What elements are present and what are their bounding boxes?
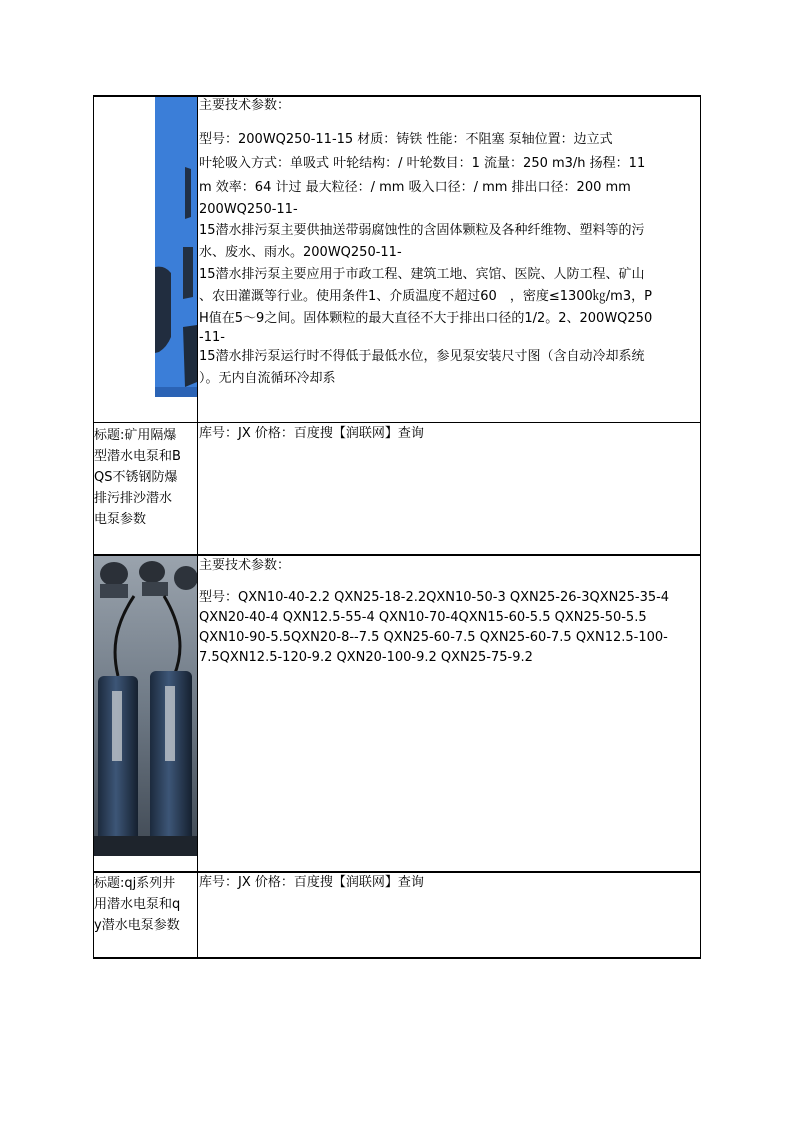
pump-image	[94, 556, 197, 856]
row-divider	[93, 422, 701, 423]
row3-params	[199, 556, 699, 668]
params-heading: 主要技术参数：	[199, 98, 291, 113]
table-border-right	[700, 95, 701, 959]
param-line: 、农田灌溉等行业。使用条件1、介质温度不超过60 ，密度≤1300㎏/m3，P	[199, 289, 652, 304]
param-line: 水、废水、雨水。200WQ250-11-	[199, 245, 402, 260]
title-line: 电泵参数	[94, 512, 147, 527]
param-line: m 效率：64 计过 最大粒径：/ mm 吸入口径：/ mm 排出口径：200 mm	[199, 180, 631, 195]
param-line: 型号：200WQ250-11-15 材质：铸铁 性能：不阻塞 泵轴位置：边立式	[199, 132, 613, 147]
param-line: 200WQ250-11-	[199, 202, 298, 217]
title-line: 用潜水电泵和q	[94, 897, 181, 912]
row1-params	[199, 96, 699, 390]
model-line: 型号：QXN10-40-2.2 QXN25-18-2.2QXN10-50-3 QXN25-26-3QXN25-35-4	[199, 590, 670, 605]
pump-illustration	[155, 97, 197, 397]
pump-image	[155, 97, 197, 397]
title-line: 标题:qj系列井	[94, 876, 176, 891]
pumps-illustration	[94, 556, 197, 856]
model-line: QXN10-90-5.5QXN20-8--7.5 QXN25-60-7.5 QXN25-60-7.5 QXN12.5-100-	[199, 630, 668, 645]
model-line: 7.5QXN12.5-120-9.2 QXN20-100-9.2 QXN25-75-9.2	[199, 650, 533, 665]
title-line: QS不锈钢防爆	[94, 470, 178, 485]
model-line: QXN20-40-4 QXN12.5-55-4 QXN10-70-4QXN15-60-5.5 QXN25-50-5.5	[199, 610, 647, 625]
product-info: 库号：JX 价格：百度搜【润联网】查询	[199, 875, 424, 890]
param-line: 叶轮吸入方式：单吸式 叶轮结构：/ 叶轮数目：1 流量：250 m3/h 扬程：11	[199, 156, 646, 171]
table-border-bottom	[93, 957, 701, 959]
param-line: 15潜水排污泵主要应用于市政工程、建筑工地、宾馆、医院、人防工程、矿山	[199, 267, 645, 282]
product-info: 库号：JX 价格：百度搜【润联网】查询	[199, 426, 424, 441]
param-line: H值在5～9之间。固体颗粒的最大直径不大于排出口径的1/2。2、200WQ250	[199, 311, 653, 326]
title-line: y潜水电泵参数	[94, 918, 180, 933]
column-divider	[197, 95, 198, 959]
param-line: ）。无内自流循环冷却系	[199, 371, 336, 386]
param-line: 15潜水排污泵主要供抽送带弱腐蚀性的含固体颗粒及各种纤维物、塑料等的污	[199, 223, 645, 238]
title-line: 排污排沙潜水	[94, 491, 173, 506]
param-line: 15潜水排污泵运行时不得低于最低水位，参见泵安装尺寸图（含自动冷却系统	[199, 349, 645, 364]
param-line: -11-	[199, 330, 225, 345]
product-title	[94, 425, 194, 530]
params-heading: 主要技术参数：	[199, 558, 291, 573]
title-line: 标题:矿用隔爆	[94, 428, 177, 443]
product-title	[94, 873, 194, 936]
title-line: 型潜水电泵和B	[94, 449, 181, 464]
